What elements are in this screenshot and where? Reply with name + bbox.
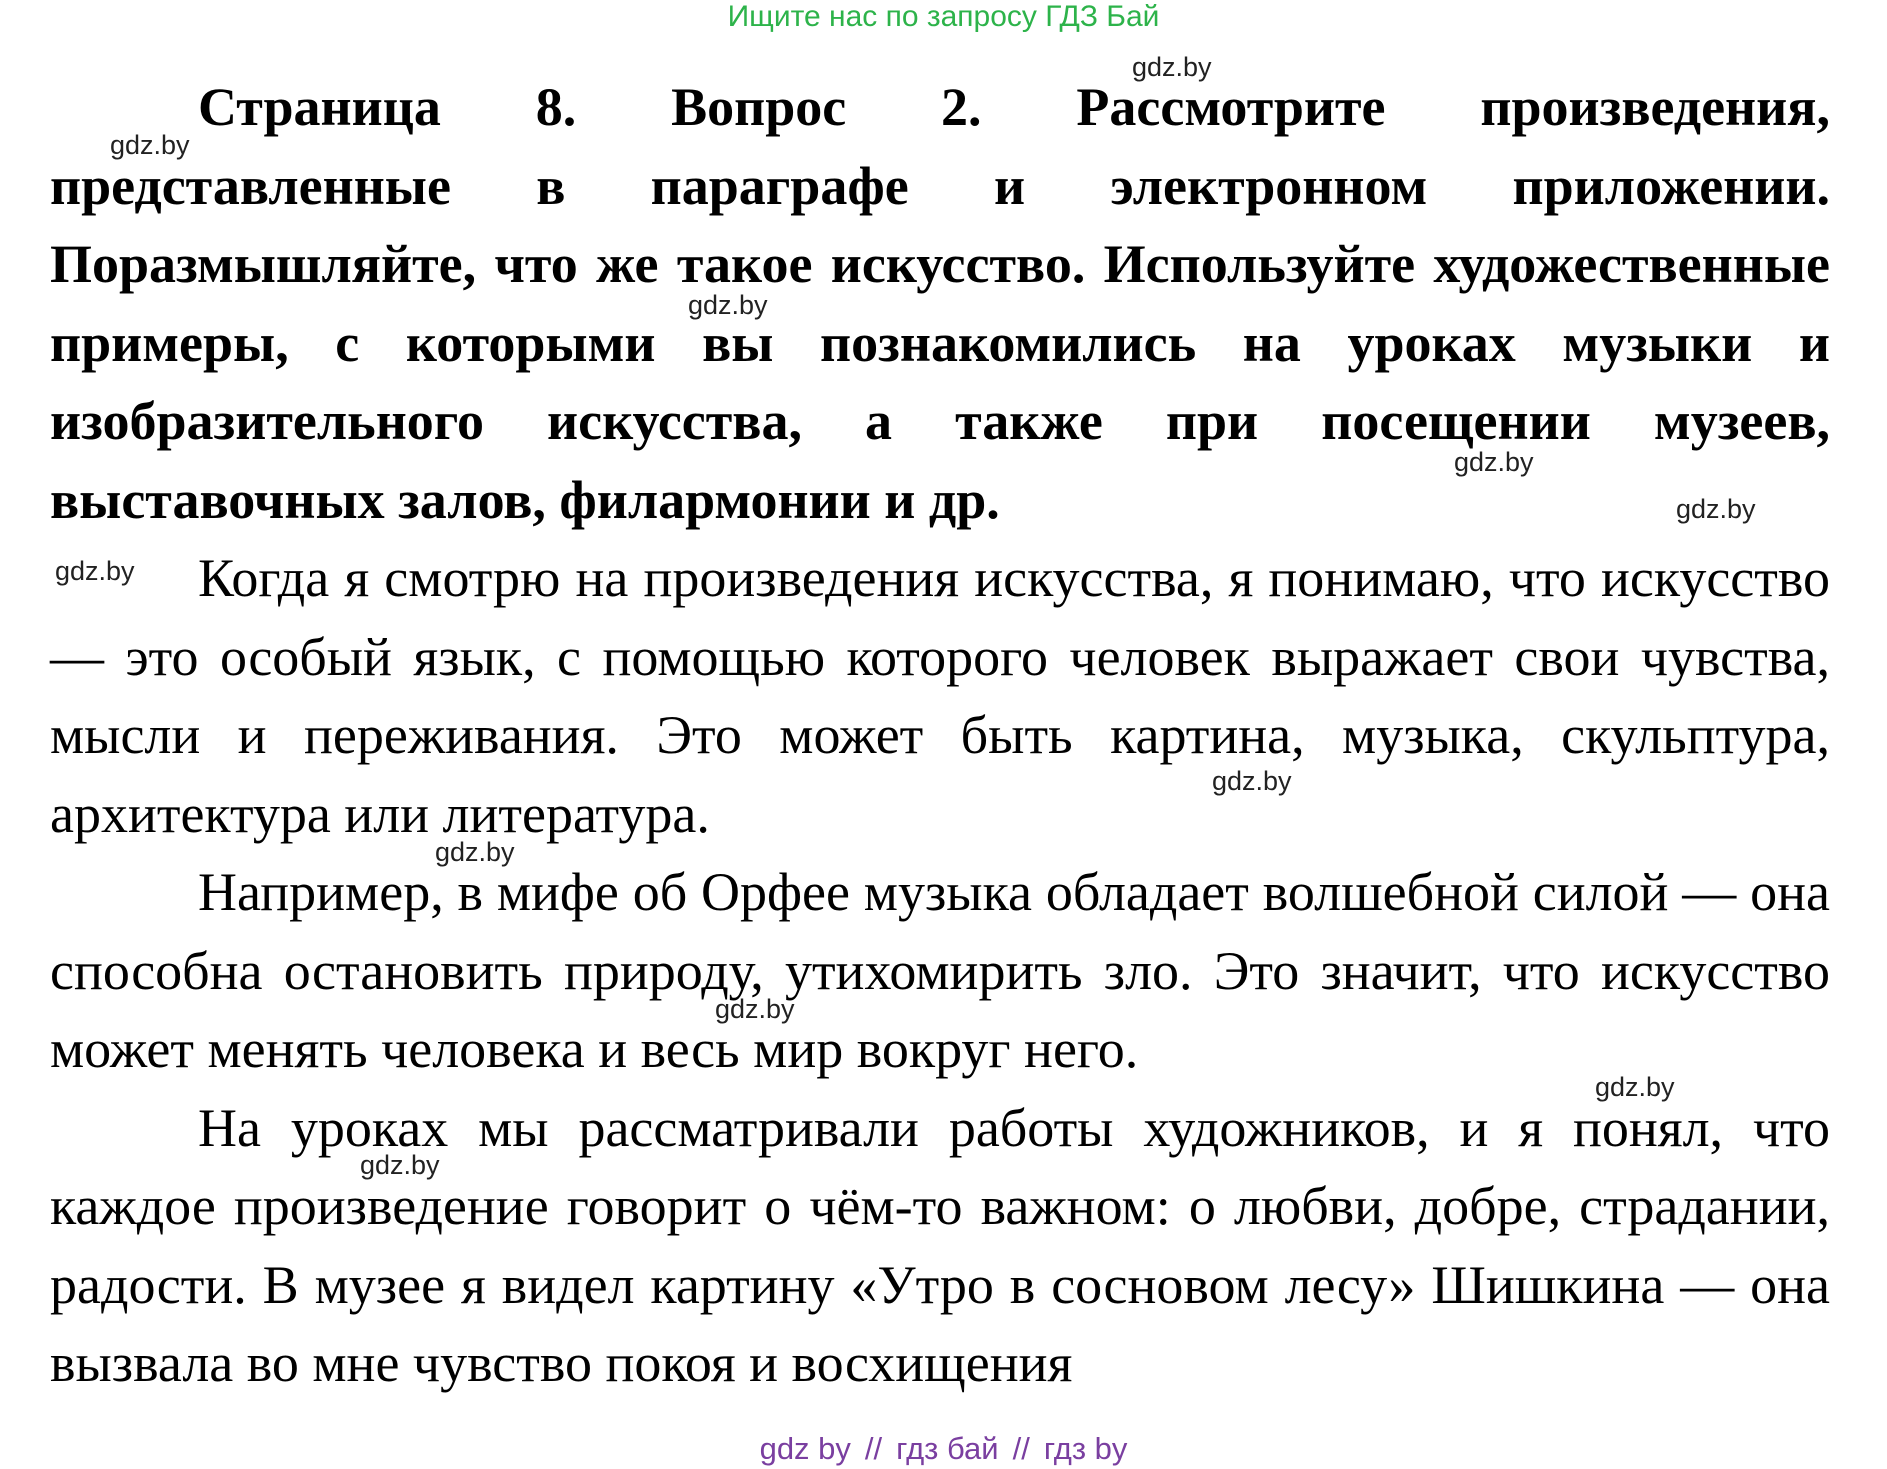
watermark: gdz.by — [1676, 494, 1756, 524]
footer-link-gdz-bai[interactable]: гдз бай — [896, 1431, 999, 1466]
watermark: gdz.by — [1454, 447, 1534, 477]
watermark: gdz.by — [110, 130, 190, 160]
watermark: gdz.by — [435, 837, 515, 867]
watermark: gdz.by — [55, 556, 135, 586]
footer-link-gdz-by[interactable]: gdz by — [759, 1431, 851, 1466]
footer-separator: // — [864, 1431, 883, 1466]
watermark: gdz.by — [1132, 52, 1212, 82]
footer-links — [0, 1432, 1887, 1466]
footer-separator: // — [1012, 1431, 1030, 1466]
answer-paragraph-3: На уроках мы рассматривали работы художников, и я понял, что каждое произведение говорит о чём-то важном: о любви, добре, страдании, радости. В музее я видел картину «Утро в сосновом лесу» Шишкина — она вызвала во мне чувство покоя и восхищения — [50, 1097, 1830, 1393]
answer-block — [50, 539, 1830, 1403]
footer-link-gdz-by-2[interactable]: гдз by — [1043, 1431, 1128, 1466]
question-text: Страница 8. Вопрос 2. Рассмотрите произведения, представленные в параграфе и электронном приложении. Поразмышляйте, что же такое искусство. Используйте художественные примеры, с которыми вы познакомились на уроках музыки и изобразительного искусства, а также при посещении музеев, выставочных залов, филармонии и др. — [50, 77, 1830, 530]
watermark: gdz.by — [1212, 766, 1292, 796]
watermark: gdz.by — [1595, 1072, 1675, 1102]
answer-paragraph-1: Когда я смотрю на произведения искусства, я понимаю, что искусство — это особый язык, с помощью которого человек выражает свои чувства, мысли и переживания. Это может быть картина, музыка, скульптура, архитектура или литература. — [50, 548, 1830, 844]
answer-paragraph-2: Например, в мифе об Орфее музыка обладает волшебной силой — она способна остановить природу, утихомирить зло. Это значит, что искусство может менять человека и весь мир вокруг него. — [50, 862, 1830, 1079]
top-banner: Ищите нас по запросу ГДЗ Бай — [727, 0, 1160, 33]
watermark: gdz.by — [360, 1150, 440, 1180]
watermark: gdz.by — [688, 290, 768, 320]
document-body — [50, 68, 1830, 1403]
watermark: gdz.by — [715, 994, 795, 1024]
